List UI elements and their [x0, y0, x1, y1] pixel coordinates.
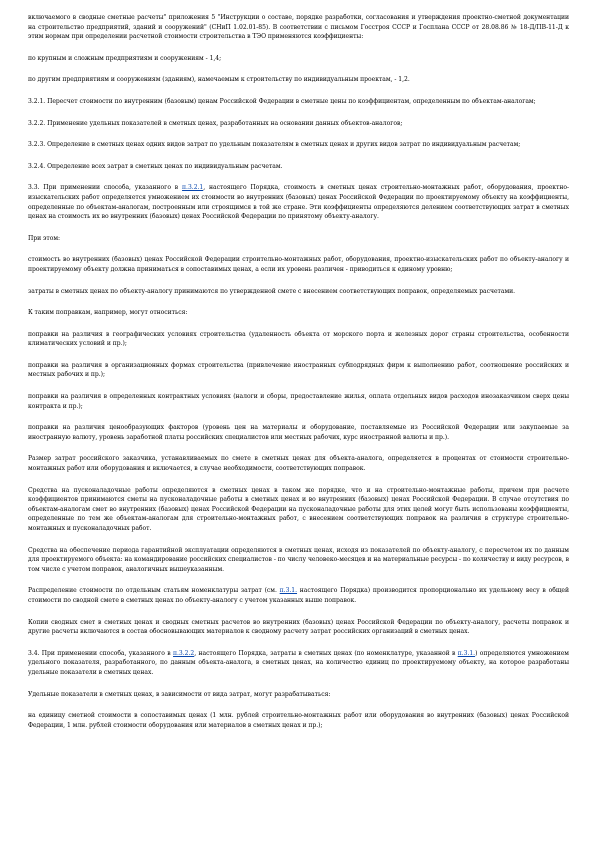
paragraph-razmer-zatrat: Размер затрат российского заказчика, устанавливаемых по смете в сметных ценах для объекта-аналога, определяется в процентах от стоимости строительно-монтажных работ или оборудования и включается, в случае необходимости, соответствующих поправок.: [28, 455, 569, 473]
paragraph-raspredelenie-start: Распределение стоимости по отдельным статьям номенклатуры затрат (см.: [28, 587, 280, 595]
paragraph-3-4-start: 3.4. При применении способа, указанного в: [28, 649, 174, 657]
paragraph-3-3: [28, 183, 569, 221]
paragraph-3-2-2: 3.2.2. Применение удельных показателей в сметных ценах, разработанных на основании данных объектов-аналогов;: [28, 119, 403, 127]
paragraph-popravki-org: поправки на различия в организационных формах строительства (привлечение иностранных субподрядных фирм к выполнению работ, соотношение российских и местных рабочих и пр.);: [28, 361, 569, 379]
paragraph-3-4-end: ) определяются умножением удельного показателя, разработанного, по данным объекта-аналога, в сметных ценах, на количество единиц по проектируемому объекту, на которое разработаны удельные показатели в сметных ценах.: [28, 649, 569, 676]
paragraph-raspredelenie-end: настоящего Порядка) производится пропорционально их удельному весу в общей стоимости по сводной смете в сметных ценах по объекту-аналогу с учетом указанных выше поправок.: [28, 587, 569, 604]
paragraph-udelnye: Удельные показатели в сметных ценах, в зависимости от вида затрат, могут разрабатываться:: [28, 690, 331, 698]
paragraph-3-2-1: 3.2.1. Пересчет стоимости по внутренним (базовым) ценам Российской Федерации в сметные цены по коэффициентам, определенным по объектам-аналогам;: [28, 97, 536, 105]
link-p-3-2-2[interactable]: п.3.2.2: [173, 649, 195, 657]
paragraph-na-edinicu: на единицу сметной стоимости в сопоставимых ценах (1 млн. рублей строительно-монтажных работ или оборудования во внутренних (базовых) ценах Российской Федерации, 1 млн. рублей стоимости оборудования или материалов в сметных ценах и пр.);: [28, 712, 569, 729]
paragraph-zatraty: затраты в сметных ценах по объекту-аналогу принимаются по утвержденной смете с внесением соответствующих поправок, определяемых расчетами.: [28, 287, 516, 295]
paragraph-3-4: [28, 649, 569, 678]
paragraph-intro: включаемого в сводные сметные расчеты" приложения 5 "Инструкции о составе, порядке разработки, согласования и утверждения проектно-сметной документации на строительство предприятий, зданий и сооружений" (СНиП 1.02.01-85). В соответствии с письмом Госстроя СССР и Госплана СССР от 28.08.86 № 18-Д/ПВ-11-Д к этим нормам при определении расчетной стоимости строительства в ТЭО применяются коэффициенты:: [28, 14, 569, 41]
paragraph-3-2-4: 3.2.4. Определение всех затрат в сметных ценах по индивидуальным расчетам.: [28, 162, 283, 170]
paragraph-3-3-start: 3.3. При применении способа, указанного в: [28, 184, 183, 192]
paragraph-garantiya: Средства на обеспечение периода гарантийной эксплуатации определяются в сметных ценах, исходя из показателей по объекту-аналогу, с пересчетом их по данным для проектируемого объекта: на командирование российских специалистов - по числу человеко-месяцев и на материальные ресурсы - по количеству и виду ресурсов, в том числе с учетом поправок, аналогичных вышеуказанным.: [28, 546, 569, 573]
paragraph-3-3-end: , настоящего Порядка, стоимость в сметных ценах строительно-монтажных работ, оборудования, проектно-изыскательских работ определяется умножением их стоимости во внутренних (базовых) ценах Российской Федерации по проектируемому объекту на коэффициенты, определенные по объектам-аналогам, построенным или строящимся в той же стране. Эти коэффициенты определяются делением соответствующих затрат в сметных ценах на стоимость их во внутренних (базовых) ценах Российской Федерации по принятому объекту-аналогу.: [28, 184, 570, 221]
paragraph-raspredelenie: [28, 586, 569, 605]
paragraph-popravki-geo: поправки на различия в географических условиях строительства (удаленность объекта от морского порта и железных дорог страны строительства, особенности климатических условий и пр.);: [28, 330, 569, 348]
paragraph-3-4-mid: , настоящего Порядка, затраты в сметных ценах (по номенклатуре, указанной в: [194, 649, 458, 657]
link-p-3-1[interactable]: п.3.1.: [279, 587, 298, 595]
link-p-3-1-second[interactable]: п.3.1.: [457, 649, 476, 657]
paragraph-kopii: Копии сводных смет в сметных ценах и сводных сметных расчетов во внутренних (базовых) ценах Российской Федерации по объекту-аналогу, расчеты поправок и другие расчеты включаются в состав обосновывающих материалов к сводному расчету затрат российских организаций в сметных ценах.: [28, 618, 569, 636]
link-p-3-2-1[interactable]: п.3.2.1: [182, 184, 204, 192]
paragraph-pri-etom: При этом:: [28, 234, 61, 242]
paragraph-popravki-contract: поправки на различия в определенных контрактных условиях (налоги и сборы, предоставление жилья, оплата отдельных видов расходов инозаказчиком сверх цены контракта и пр.);: [28, 393, 569, 410]
paragraph-coef-other: по другим предприятиям и сооружениям (зданиям), намечаемым к строительству по индивидуальным проектам, - 1,2.: [28, 76, 410, 84]
paragraph-3-2-3: 3.2.3. Определение в сметных ценах одних видов затрат по удельным показателям в сметных ценах и других видов затрат по индивидуальным расчетам;: [28, 141, 521, 149]
paragraph-popravki-price: поправки на различия ценообразующих факторов (уровень цен на материалы и оборудование, поставляемые из Российской Федерации или закупаемые за иностранную валюту, уровень заработной платы российских специалистов или местных рабочих, курс иностранной валюты и пр.).: [28, 424, 569, 441]
paragraph-popravki-intro: К таким поправкам, например, могут относиться:: [28, 309, 188, 317]
paragraph-pusko: Средства на пусконаладочные работы определяются в сметных ценах в таком же порядке, что и на строительно-монтажные работы, причем при расчете коэффициентов принимаются сметы на пусконаладочные работы в сметных ценах и во внутренних (базовых) ценах Российской Федерации. В случае отсутствия по объектам-аналогам смет во внутренних (базовых) ценах Российской Федерации на пусконаладочные работы для этих целей могут быть использованы коэффициенты, определенные по тем же объектам-аналогам для строительно-монтажных работ, с внесением соответствующих поправок на различия в структуре строительно-монтажных и пусконаладочных работ.: [28, 486, 569, 532]
paragraph-coef-large: по крупным и сложным предприятиям и сооружениям - 1,4;: [28, 54, 222, 62]
paragraph-stoimost: стоимость во внутренних (базовых) ценах Российской Федерации строительно-монтажных работ, оборудования, проектно-изыскательских работ по объекту-аналогу и проектируемому объекту должна приниматься в сопоставимых ценах, а если их уровень различен - приводиться к единому уровню;: [28, 256, 569, 273]
